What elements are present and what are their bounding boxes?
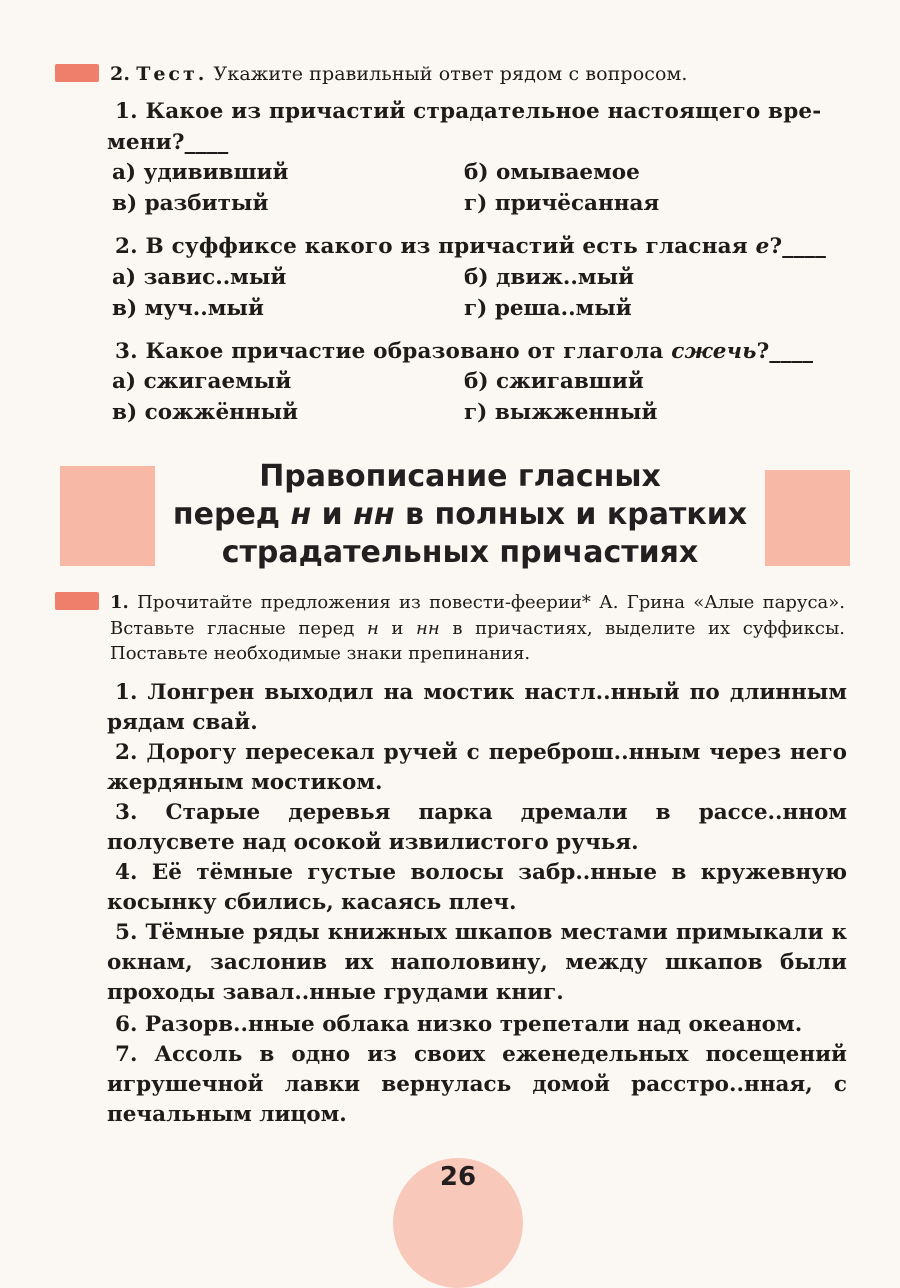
option-1a: а) удививший xyxy=(112,160,289,185)
question-1-line-1: 1. Какое из причастий страдательное настоящего вре- xyxy=(115,99,822,124)
test-heading-number: 2. xyxy=(110,63,131,85)
sentence-2: 2. Дорогу пересекал ручей с перeброш..нным через него жердяным мостиком. xyxy=(107,740,847,795)
question-2-emphasis: е xyxy=(755,234,770,259)
task-instructions: 1. Прочитайте предложения из повести-феерии* А. Грина «Алые паруса». Вставьте гласные перед н и нн в причастиях, выделите их суффиксы. Поставьте необходимые знаки препинания. xyxy=(110,592,845,664)
option-1d: г) причёсанная xyxy=(464,191,660,216)
option-2a: а) завис..мый xyxy=(112,265,287,290)
question-1 xyxy=(107,96,847,158)
section-title xyxy=(150,458,770,572)
test-heading xyxy=(110,62,688,86)
test-heading-word: Тест. xyxy=(136,63,208,85)
sentence-3: 3. Старые деревья парка дремали в рассе..нном полусвете над осокой извилистого ручья. xyxy=(107,800,847,855)
option-3c: в) сожжённый xyxy=(112,400,299,425)
option-2d: г) реша..мый xyxy=(464,296,632,321)
question-1-line-2: мени?____ xyxy=(107,130,229,155)
option-1b: б) омываемое xyxy=(464,160,640,185)
title-decoration-right xyxy=(765,470,850,566)
test-heading-text: Укажите правильный ответ рядом с вопросом. xyxy=(213,63,688,85)
question-3-emphasis: сжечь xyxy=(671,339,757,364)
section-title-line-3: страдательных причастиях xyxy=(221,535,699,570)
option-2b: б) движ..мый xyxy=(464,265,635,290)
question-2-text: 2. В суффиксе какого из причастий есть гласная xyxy=(115,234,756,259)
sentence-1: 1. Лонгрен выходил на мостик настл..нный по длинным рядам свай. xyxy=(107,680,847,735)
option-3d: г) выжженный xyxy=(464,400,658,425)
question-3 xyxy=(107,336,847,367)
sentence-4: 4. Её тёмные густые волосы забр..нные в кружевную косынку сбились, касаясь плеч. xyxy=(107,860,847,915)
sentence-6: 6. Разорв..нные облака низко трепетали над океаном. xyxy=(115,1012,803,1037)
sentence-7: 7. Ассоль в одно из своих еженедельных посещений игрушечной лавки вернулась домой расстро..нная, с печальным лицом. xyxy=(107,1042,847,1127)
question-3-blank: ?____ xyxy=(756,339,814,364)
section-title-line-2: перед н и нн в полных и кратких xyxy=(172,497,748,532)
sentence-5: 5. Тёмные ряды книжных шкапов местами примыкали к окнам, заслонив их наполовину, между шкапов были проходы завал..нные грудами книг. xyxy=(107,920,847,1005)
option-3a: а) сжигаемый xyxy=(112,369,292,394)
question-2-blank: ?____ xyxy=(769,234,827,259)
section-marker xyxy=(55,64,99,82)
page-number: 26 xyxy=(439,1162,477,1192)
task-number: 1. xyxy=(110,592,129,613)
title-decoration-left xyxy=(60,466,155,566)
option-3b: б) сжигавший xyxy=(464,369,644,394)
question-2 xyxy=(107,231,847,262)
task-marker xyxy=(55,592,99,610)
option-2c: в) муч..мый xyxy=(112,296,264,321)
question-3-text: 3. Какое причастие образовано от глагола xyxy=(115,339,672,364)
option-1c: в) разбитый xyxy=(112,191,269,216)
section-title-line-1: Правописание гласных xyxy=(259,459,661,494)
